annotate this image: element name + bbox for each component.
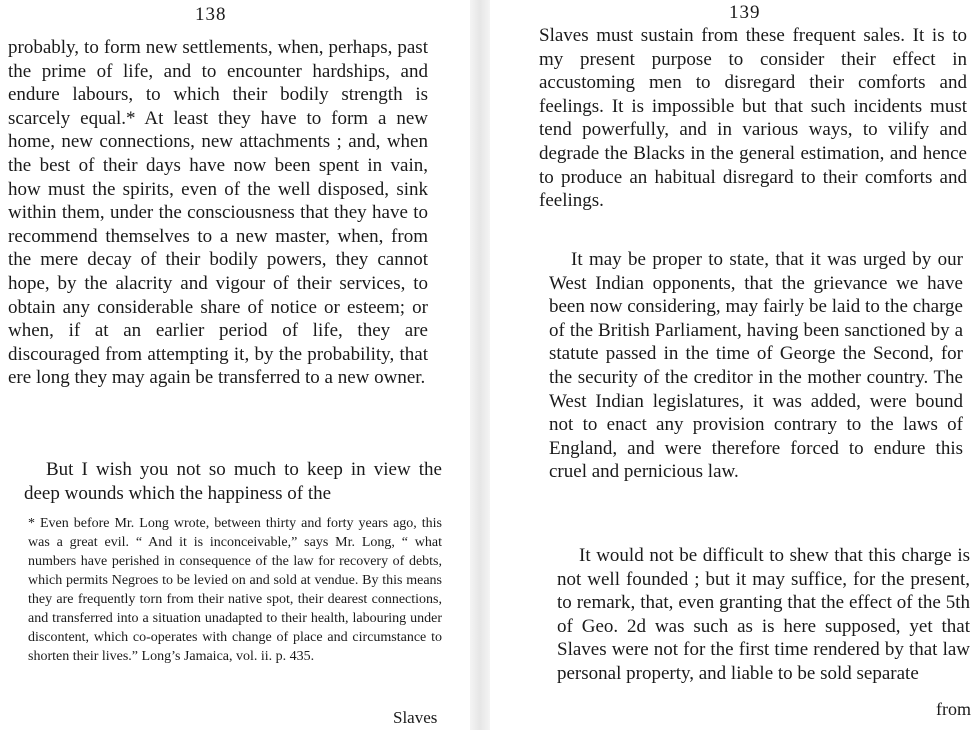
footnote: * Even before Mr. Long wrote, between thirty and forty years ago, this was a great evil. “ And it is inconceivable,” says Mr. Long, “ what numbers have perished in consequence of the law for recovery of debts, which permits Negroes to be levied on and sold at vendue. By this means they are frequently torn from their native spot, their dearest connections, and transferred into a situation unadapted to their health, labouring under discontent, which co-operates with change of place and circumstance to shorten their lives.” Long’s Jamaica, vol. ii. p. 435. <box>28 516 442 664</box>
body-paragraph: But I wish you not so much to keep in view the deep wounds which the happiness of the <box>24 459 442 504</box>
left-page <box>0 0 470 730</box>
page-number-right: 139 <box>729 2 761 23</box>
catchword: from <box>936 699 971 719</box>
page-number-left: 138 <box>195 4 227 25</box>
body-paragraph: It may be proper to state, that it was urged by our West Indian opponents, that the grievance we have been now considering, may fairly be laid to the charge of the British Parliament, having been sanctioned by a statute passed in the time of George the Second, for the security of the creditor in the mother country. The West Indian legislatures, it was added, were bound not to enact any provision contrary to the laws of England, and were therefore forced to endure this cruel and pernicious law. <box>549 249 963 483</box>
book-gutter <box>470 0 490 730</box>
right-page <box>490 0 980 730</box>
body-paragraph: Slaves must sustain from these frequent sales. It is to my present purpose to consider their effect in accustoming men to disregard their comforts and feelings. It is impossible but that such incidents must tend powerfully, and in various ways, to vilify and degrade the Blacks in the general estimation, and hence to produce an habitual disregard to their comforts and feelings. <box>539 25 967 212</box>
body-paragraph: It would not be difficult to shew that this charge is not well founded ; but it may suffice, for the present, to remark, that, even granting that the effect of the 5th of Geo. 2d was such as is here supposed, yet that Slaves were not for the first time rendered by that law personal property, and liable to be sold separate <box>557 545 970 684</box>
catchword: Slaves <box>393 708 438 727</box>
body-paragraph: probably, to form new settlements, when, perhaps, past the prime of life, and to encounter hardships, and endure labours, to which their bodily strength is scarcely equal.* At least they have to form a new home, new connections, new attachments ; and, when the best of their days have now been spent in vain, how must the spirits, even of the well disposed, sink within them, under the consciousness that they have to recommend themselves to a new master, when, from the mere decay of their bodily powers, they cannot hope, by the alacrity and vigour of their services, to obtain any considerable share of notice or esteem; or when, if at an earlier period of life, they are discouraged from attempting it, by the probability, that ere long they may again be transferred to a new owner. <box>8 37 428 389</box>
